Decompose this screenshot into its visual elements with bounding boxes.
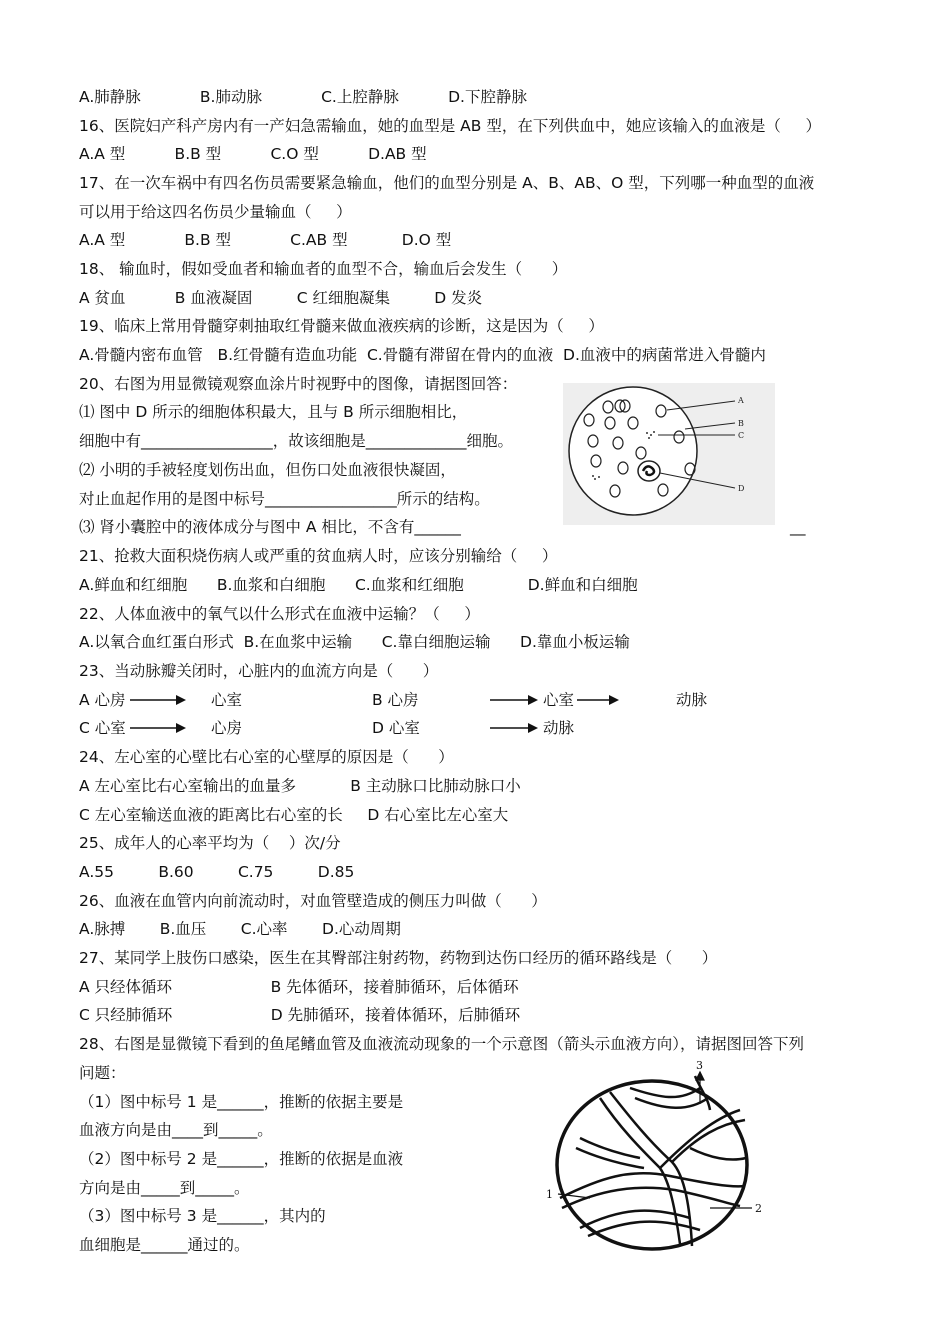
q20-stem: 20、右图为用显微镜观察血涂片时视野中的图像，请据图回答：: [79, 375, 518, 393]
q28-part3-cont: 血细胞是______通过的。: [79, 1236, 250, 1254]
label-a: A: [738, 396, 744, 405]
q22-stem: 22、人体血液中的氧气以什么形式在血液中运输？（ ）: [79, 605, 480, 623]
q23-option-b-mid: 心室: [543, 691, 575, 709]
q19-stem: 19、临床上常用骨髓穿刺抽取红骨髓来做血液疾病的诊断，这是因为（ ）: [79, 317, 604, 335]
microscope-field: [557, 1081, 747, 1249]
microscope-field: [569, 387, 697, 515]
label-b: B: [738, 419, 744, 428]
q18-stem: 18、 输血时，假如受血者和输血者的血型不合，输血后会发生（ ）: [79, 260, 568, 278]
q26-stem: 26、血液在血管内向前流动时，对血管壁造成的侧压力叫做（ ）: [79, 892, 547, 910]
q23-option-c-end: 心房: [211, 719, 243, 737]
q23-stem: 23、当动脉瓣关闭时，心脏内的血流方向是（ ）: [79, 662, 439, 680]
q28-part3: （3）图中标号 3 是______，其内的: [79, 1207, 326, 1225]
q24-options-cd: C 左心室输送血液的距离比右心室的长 D 右心室比左心室大: [79, 806, 509, 824]
q16-options: A.A 型 B.B 型 C.O 型 D.AB 型: [79, 145, 427, 163]
white-cell-membrane: [638, 461, 660, 481]
q28-part2: （2）图中标号 2 是______，推断的依据是血液: [79, 1150, 404, 1168]
q27-stem: 27、某同学上肢伤口感染，医生在其臀部注射药物，药物到达伤口经历的循环路线是（ ）: [79, 949, 718, 967]
platelet: [646, 432, 648, 434]
platelet: [648, 437, 650, 439]
q27-options-ab: A 只经体循环 B 先体循环，接着肺循环，后体循环: [79, 978, 519, 996]
fish-tail-vessel-figure: [540, 1058, 780, 1258]
label-2: 2: [755, 1202, 762, 1215]
q20-part1-blank: 细胞中有_________________，故该细胞是_____________细胞。: [79, 432, 514, 450]
q23-option-a-start: A 心房: [79, 691, 126, 709]
q20-part1: ⑴ 图中 D 所示的细胞体积最大，且与 B 所示细胞相比，: [79, 403, 468, 421]
q28-part1: （1）图中标号 1 是______，推断的依据主要是: [79, 1093, 404, 1111]
q21-options: A.鲜血和红细胞 B.血浆和白细胞 C.血浆和红细胞 D.鲜血和白细胞: [79, 576, 638, 594]
q26-options: A.脉搏 B.血压 C.心率 D.心动周期: [79, 920, 401, 938]
label-d: D: [738, 484, 745, 493]
q24-stem: 24、左心室的心壁比右心室的心壁厚的原因是（ ）: [79, 748, 454, 766]
q20-part3: ⑶ 肾小囊腔中的液体成分与图中 A 相比，不含有______: [79, 518, 461, 536]
white-blood-cell: [638, 461, 660, 481]
blood-smear-figure: [563, 383, 775, 525]
q27-options-cd: C 只经肺循环 D 先肺循环，接着体循环，后肺循环: [79, 1006, 521, 1024]
q25-options: A.55 B.60 C.75 D.85: [79, 863, 355, 881]
q20-part2-blank: 对止血起作用的是图中标号_________________所示的结构。: [79, 490, 490, 508]
q18-options: A 贫血 B 血液凝固 C 红细胞凝集 D 发炎: [79, 289, 483, 307]
q17-stem: 17、在一次车祸中有四名伤员需要紧急输血，他们的血型分别是 A、B、AB、O 型，下列哪一种血型的血液: [79, 174, 815, 192]
q28-stem: 28、右图是显微镜下看到的鱼尾鳍血管及血液流动现象的一个示意图（箭头示血液方向），请据图回答下列: [79, 1035, 804, 1053]
q22-options: A.以氧合血红蛋白形式 B.在血浆中运输 C.靠白细胞运输 D.靠血小板运输: [79, 633, 630, 651]
label-c: C: [738, 431, 745, 440]
q17-options: A.A 型 B.B 型 C.AB 型 D.O 型: [79, 231, 452, 249]
q20-part3-blank-end: __: [790, 518, 806, 536]
q23-option-b-end: 动脉: [676, 691, 708, 709]
q28-stem-cont: 问题：: [79, 1064, 126, 1082]
q25-stem: 25、成年人的心率平均为（ ）次/分: [79, 834, 341, 852]
platelet: [653, 431, 655, 433]
q19-options: A.骨髓内密布血管 B.红骨髓有造血功能 C.骨髓有滞留在骨内的血液 D.血液中的病菌常进入骨髓内: [79, 346, 766, 364]
q23-option-d-end: 动脉: [543, 719, 575, 737]
q16-stem: 16、医院妇产科产房内有一产妇急需输血，她的血型是 AB 型，在下列供血中，她应该输入的血液是（ ）: [79, 117, 821, 135]
q21-stem: 21、抢救大面积烧伤病人或严重的贫血病人时，应该分别输给（ ）: [79, 547, 558, 565]
q28-part1-cont: 血液方向是由____到_____。: [79, 1121, 273, 1139]
label-3: 3: [696, 1059, 703, 1072]
arrow-icon: [696, 1072, 704, 1080]
q24-options-ab: A 左心室比右心室输出的血量多 B 主动脉口比肺动脉口小: [79, 777, 521, 795]
label-1: 1: [546, 1188, 553, 1201]
platelet: [650, 434, 652, 436]
q23-option-a-end: 心室: [211, 691, 243, 709]
q23-option-c-start: C 心室: [79, 719, 126, 737]
platelet: [594, 478, 596, 480]
q23-option-d-start: D 心室: [372, 719, 420, 737]
q17-stem-cont: 可以用于给这四名伤员少量输血（ ）: [79, 203, 352, 221]
arrow-icon: [577, 693, 619, 707]
arrow-icon: [130, 721, 186, 735]
q28-part2-cont: 方向是由_____到_____。: [79, 1179, 250, 1197]
platelet: [592, 475, 594, 477]
platelet: [598, 476, 600, 478]
q20-part2: ⑵ 小明的手被轻度划伤出血，但伤口处血液很快凝固，: [79, 461, 456, 479]
arrow-icon: [490, 693, 538, 707]
arrow-icon: [130, 693, 186, 707]
q23-option-b-start: B 心房: [372, 691, 419, 709]
q15-options: A.肺静脉 B.肺动脉 C.上腔静脉 D.下腔静脉: [79, 88, 527, 106]
arrow-icon: [490, 721, 538, 735]
